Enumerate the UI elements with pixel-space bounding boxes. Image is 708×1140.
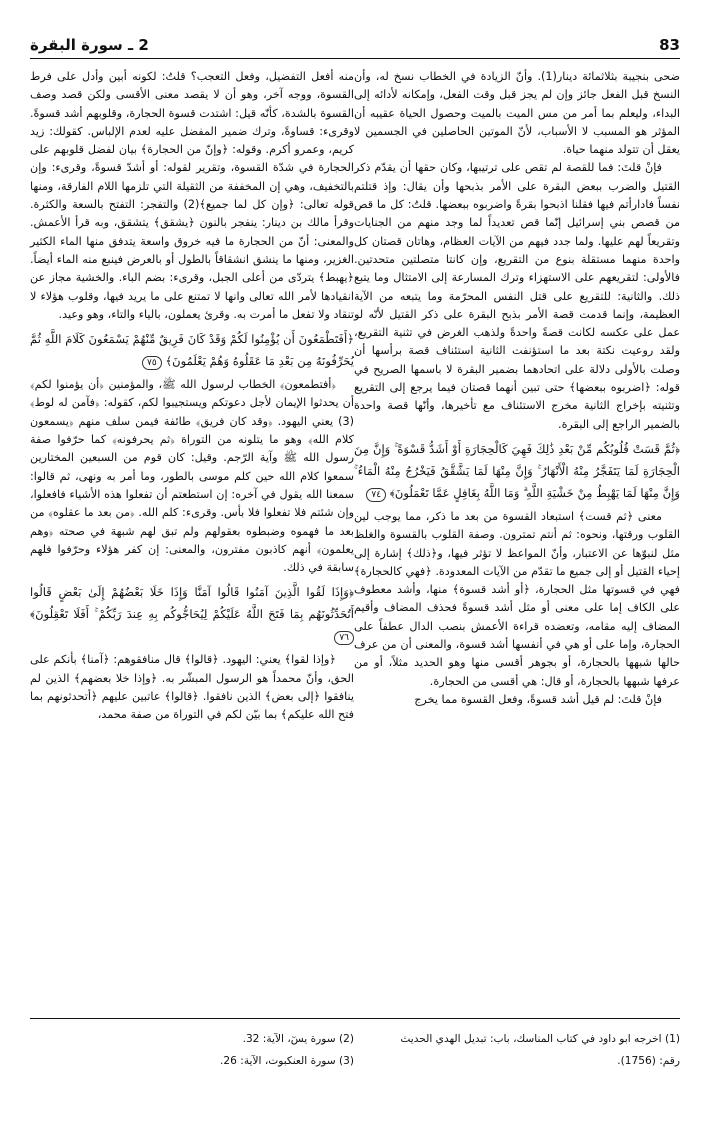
paragraph: منه أفعل التفضيل، وفعل التعجب؟ قلتُ: لكونه أبين وأدل على فرط القسوة، ووجه آخر، وهو أن لا يقصد معنى الأقسى ولكن قصد وصف القسوة بالشدة، كأنّه قيل: اشتدت قسوة الحجارة، وقلوبهم أشد قسوةً. وقرىء: قساوةً، وترك ضمير المفضل عليه لعدم الإلباس. كقولك: زيد كريم، وعمرو أكرم. وقوله: ﴿وإنّ من الحجارة﴾ بيان لفضل قلوبهم على الحجارة في شدّة القسوة، وتقرير لقوله: أو أشدّ قسوةً، وقرىء: وإن بالتخفيف، وهي إن المخففة من الثقيلة التي تلزمها اللام الفارقة، ومنها قوله تعالى: ﴿وإن كل لما جميع﴾(2) والتفجر: التفتح بالسعة والكثرة. وقرأ مالك بن دينار: ينفجر بالنون ﴿يشقق﴾ يتشقق، وبه قرأ الأعمش. والمعنى: أنّ من الحجارة ما فيه خروق واسعة يتدفق منها الماء الكثير الغزير، ومنها ما ينشق انشقاقاً بالطول أو بالعرض فينبع منه الماء أيضاً. ﴿يهبط﴾ يتردّى من أعلى الجبل، وقرىء: بضم الباء. والخشية مجاز عن انقيادها لأمر الله تعالى وانها لا تمتنع على ما يريد فيها، وقلوب هؤلاء لا تنقاد ولا تفعل ما أمرت به. وقرئ يعملون، بالياء والتاء، وهو وعيد. [30, 70, 354, 321]
surah-title: 2 ـ سورة البقرة [30, 36, 149, 54]
footnote: (2) سورة يسٓ، الآية: 32. [242, 1033, 354, 1045]
verse-number: ٧٤ [366, 488, 386, 502]
header-rule [30, 58, 680, 59]
paragraph: ﴿أفتطمعون﴾ الخطاب لرسول الله ﷺ، والمؤمنين ﴿أن يؤمنوا لكم﴾ أن يحدثوا الإيمان لأجل دعوتكم ويستجيبوا لكم، كقوله: ﴿فآمن له لوط﴾(3) يعني اليهود. ﴿وقد كان فريق﴾ طائفة فيمن سلف منهم ﴿يسمعون كلام الله﴾ وهو ما يتلونه من التوراة ﴿ثم يحرفونه﴾ كما حرّفوا صفة رسول الله ﷺ وآية الرّجم. وقيل: كان قوم من السبعين المختارين سمعوا كلام الله حين كلم موسى بالطور، وما أمر به ونهى، ثم قالوا: سمعنا الله يقول في آخره: إن استطعتم أن تفعلوا هذه الأشياء فافعلوا، وإن شئتم فلا تفعلوا فلا بأس. وقرىء: كلم الله. ﴿من بعد ما عقلوه﴾ من بعد ما فهموه وضبطوه بعقولهم ولم تبق لهم شبهة في صحته ﴿وهم يعلمون﴾ أنهم كاذبون مفترون، والمعنى: إن كفر هؤلاء وحرّفوا فلهم سابقة في ذلك. [30, 378, 354, 575]
footnote: (3) سورة العنكبوت، الآية: 26. [220, 1055, 354, 1067]
quran-verse: ﴿ثُمَّ قَسَتْ قُلُوبُكُم مِّنْ بَعْدِ ذَٰلِكَ فَهِيَ كَالْحِجَارَةِ أَوْ أَشَدُّ قَسْوَةً ۚ وَإِنَّ مِنَ الْحِجَارَةِ لَمَا يَتَفَجَّرُ مِنْهُ الْأَنْهَارُ ۚ وَإِنَّ مِنْهَا لَمَا يَشَّقَّقُ فَيَخْرُجُ مِنْهُ الْمَاءُ ۚ وَإِنَّ مِنْهَا لَمَا يَهْبِطُ مِنْ خَشْيَةِ اللَّهِ ۗ وَمَا اللَّهُ بِغَافِلٍ عَمَّا تَعْمَلُونَ﴾ ٧٤ [354, 441, 680, 500]
paragraph: ضحى بنجيبة بثلاثمائة دينار(1). وأنّ الزيادة في الخطاب نسخ له، وأن النسخ قبل الفعل جائز وإن لم يجز قبل وقت الفعل، وإمكانه لأدائه إلى البداء، وليعلم بما أمر من مس الميت بالميت وحصول الحياة عقيبه أن المؤثر هو المسبب لا الأسباب، لأنّ الموتين الحاصلين في الجسمين لا يعقل أن تتولد منهما حياة. [354, 70, 680, 157]
verse-number: ٧٥ [142, 356, 162, 370]
paragraph: فإنْ قلتَ: فما للقصة لم تقص على ترتيبها، وكان حقها أن يقدّم ذكر القتيل والضرب ببعض البقرة على الأمر بذبحها وأن يقال: وإذ قتلتم نفساً فادارأتم فيها فقلنا اذبحوا بقرةً واضربوه ببعضها. قلتُ: كل ما قص من قصص بني إسرائيل إنّما قص تعديداً لما وجد منهم من الجنايات وتقريعاً لهم عليها. ولما جدد فيهم من الآيات العظام، وهاتان قصتان كل واحدة منهما مستقلة بنوع من التقريع، وإن كانتا متصلتين متحدتين. فالأولى: لتقريعهم على الاستهزاء وترك المسارعة إلى الامتثال وما يتبع ذلك. والثانية: للتقريع على قتل النفس المحرّمة وما يتبعه من الآية العظيمة، وإنما قدمت قصة الأمر بذبح البقرة على ذكر القتيل لأنّه لو عمل على عكسه لكانت قصةً واحدةً ولذهب الغرض في تثنية التقريع، ولقد روعيت نكتة بعد ما استؤنفت الثانية استئناف قصة برأسها أن وصلت بالأولى دلالة على اتحادهما بضمير البقرة لا باسمها الصريح في قوله: ﴿اضربوه ببعضها﴾ حتى تبين أنهما قصتان فيما يرجع إلى التقريع وتثنيته بإخراج الثانية مخرج الاستئناف مع تأخيرها، وأنّها قصة واحدة بالضمير الراجع إلى البقرة. [354, 161, 680, 431]
quran-verse: ﴿وَإِذَا لَقُوا الَّذِينَ آمَنُوا قَالُوا آمَنَّا وَإِذَا خَلَا بَعْضُهُمْ إِلَىٰ بَعْضٍ قَالُوا أَتُحَدِّثُونَهُم بِمَا فَتَحَ اللَّهُ عَلَيْكُمْ لِيُحَاجُّوكُم بِهِ عِندَ رَبِّكُمْ ۚ أَفَلَا تَعْقِلُونَ﴾ ٧٦ [30, 585, 354, 644]
left-text-column [30, 68, 354, 725]
quran-verse: ﴿أَفَتَطْمَعُونَ أَن يُؤْمِنُوا لَكُمْ وَقَدْ كَانَ فَرِيقٌ مِّنْهُمْ يَسْمَعُونَ كَلَامَ اللَّهِ ثُمَّ يُحَرِّفُونَهُ مِن بَعْدِ مَا عَقَلُوهُ وَهُمْ يَعْلَمُونَ﴾ ٧٥ [30, 332, 354, 369]
page-number: 83 [659, 36, 680, 54]
paragraph: فإنْ قلتَ: لم قيل أشد قسوةً، وفعل القسوة مما يخرج [414, 692, 662, 706]
paragraph: معنى ﴿ثم قست﴾ استبعاد القسوة من بعد ما ذكر، مما يوجب لين القلوب ورقتها، ونحوه: ثم أنتم تمترون. وصفة القلوب بالقسوة والغلظ مثل لنبوّها عن الاعتبار، وأنّ المواعظ لا تؤثر فيها، و﴿ذلك﴾ إشارة إلى إحياء القتيل أو إلى جميع ما تقدّم من الآيات المعدودة. ﴿فهي كالحجارة﴾ فهي في قسوتها مثل الحجارة، ﴿أو أشد قسوة﴾ منها، وأشد معطوف على الكاف إما على معنى أو مثل أشد قسوةً فحذف المضاف وأقيم المضاف إليه مقامه، وتعضده قراءة الأعمش بنصب الدال عطفاً على الحجارة، وإما على أو هي في أنفسها أشد قسوة، والمعنى أن من عرف حالها شبهها بالحجارة، أو بجوهر أقسى منها وهو الحديد مثلاً، أو من عرفها شبهها بالحجارة، أو قال: هي أقسى من الحجارة. [354, 509, 680, 688]
footnotes-right [354, 1028, 680, 1072]
footnote: (1) اخرجه ابو داود في كتاب المناسك، باب: تبديل الهدي الحديث [400, 1033, 680, 1045]
footnotes-left [30, 1028, 354, 1072]
footnote-rule [30, 1018, 680, 1019]
page-header [30, 36, 680, 62]
right-text-column [354, 68, 680, 709]
paragraph: ﴿وإذا لقوا﴾ يعني: اليهود. ﴿قالوا﴾ قال منافقوهم: ﴿آمنا﴾ بأنكم على الحق، وأنّ محمداً هو الرسول المبشّر به. ﴿وإذا خلا بعضهم﴾ الذين لم ينافقوا ﴿إلى بعض﴾ الذين نافقوا. ﴿قالوا﴾ عاتبين عليهم ﴿أتحدثونهم بما فتح الله عليكم﴾ بما بيّن لكم في التوراة من صفة محمد، [30, 653, 354, 722]
verse-number: ٧٦ [334, 631, 354, 645]
footnote: رقم: (1756). [617, 1055, 680, 1067]
